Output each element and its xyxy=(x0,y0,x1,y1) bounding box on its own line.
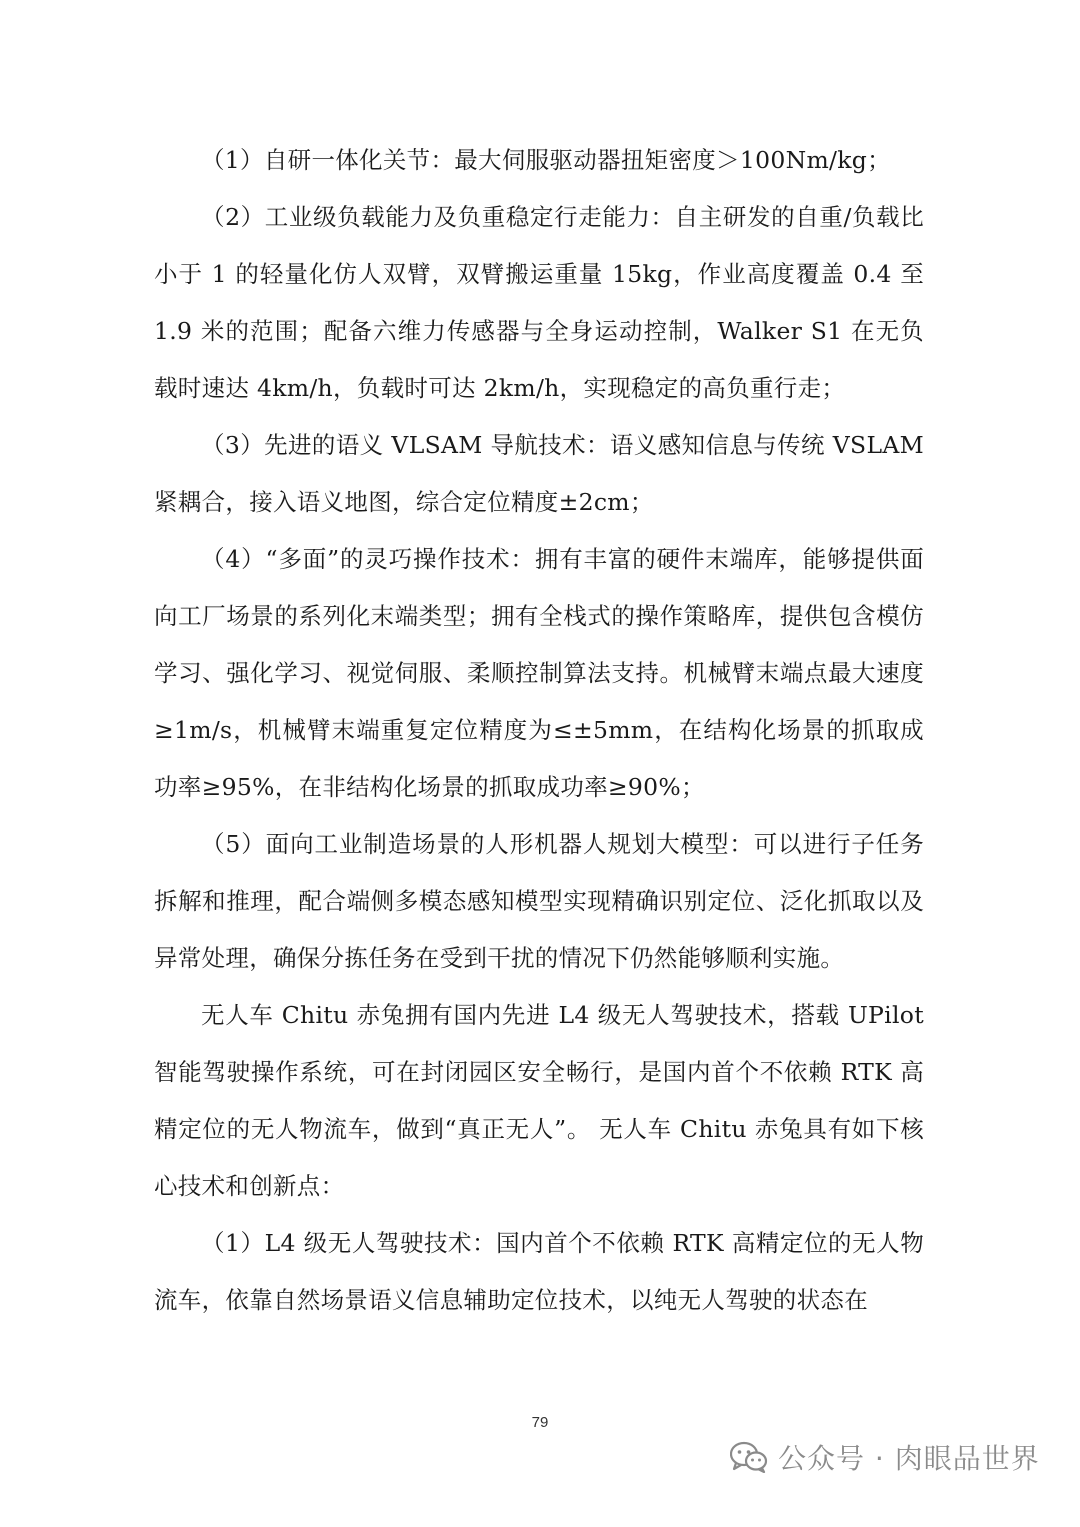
paragraph-joint: （1）自研一体化关节：最大伺服驱动器扭矩密度＞100Nm/kg； xyxy=(201,146,891,174)
paragraph-l4-driving: （1）L4 级无人驾驶技术：国内首个不依赖 RTK 高精定位的无人物流车，依靠自然场景语义信息辅助定位技术，以纯无人驾驶的状态在 xyxy=(154,1229,924,1314)
paragraph-dexterous-operation: （4）“多面”的灵巧操作技术：拥有丰富的硬件末端库，能够提供面向工厂场景的系列化末端类型；拥有全栈式的操作策略库，提供包含模仿学习、强化学习、视觉伺服、柔顺控制算法支持。机械臂末端点最大速度≥1m/s，机械臂末端重复定位精度为≤±5mm，在结构化场景的抓取成功率≥95%，在非结构化场景的抓取成功率≥90%； xyxy=(154,545,924,801)
paragraph-navigation: （3）先进的语义 VLSAM 导航技术：语义感知信息与传统 VSLAM 紧耦合，接入语义地图，综合定位精度±2cm； xyxy=(154,431,924,516)
wechat-icon xyxy=(730,1441,768,1473)
watermark xyxy=(730,1432,1040,1482)
paragraph-chitu-intro: 无人车 Chitu 赤兔拥有国内先进 L4 级无人驾驶技术，搭载 UPilot 智能驾驶操作系统，可在封闭园区安全畅行，是国内首个不依赖 RTK 高精定位的无人物流车，做到“真正无人”。 无人车 Chitu 赤兔具有如下核心技术和创新点： xyxy=(154,1001,924,1200)
body-text xyxy=(154,132,924,1329)
paragraph-load-capacity: （2）工业级负载能力及负重稳定行走能力：自主研发的自重/负载比小于 1 的轻量化仿人双臂，双臂搬运重量 15kg，作业高度覆盖 0.4 至 1.9 米的范围；配备六维力传感器与全身运动控制，Walker S1 在无负载时速达 4km/h，负载时可达 2km/h，实现稳定的高负重行走； xyxy=(154,203,924,402)
paragraph-planning-model: （5）面向工业制造场景的人形机器人规划大模型：可以进行子任务拆解和推理，配合端侧多模态感知模型实现精确识别定位、泛化抓取以及异常处理，确保分拣任务在受到干扰的情况下仍然能够顺利实施。 xyxy=(154,830,924,972)
page-number: 79 xyxy=(531,1414,549,1431)
watermark-text: 公众号 · 肉眼品世界 xyxy=(778,1442,1040,1475)
